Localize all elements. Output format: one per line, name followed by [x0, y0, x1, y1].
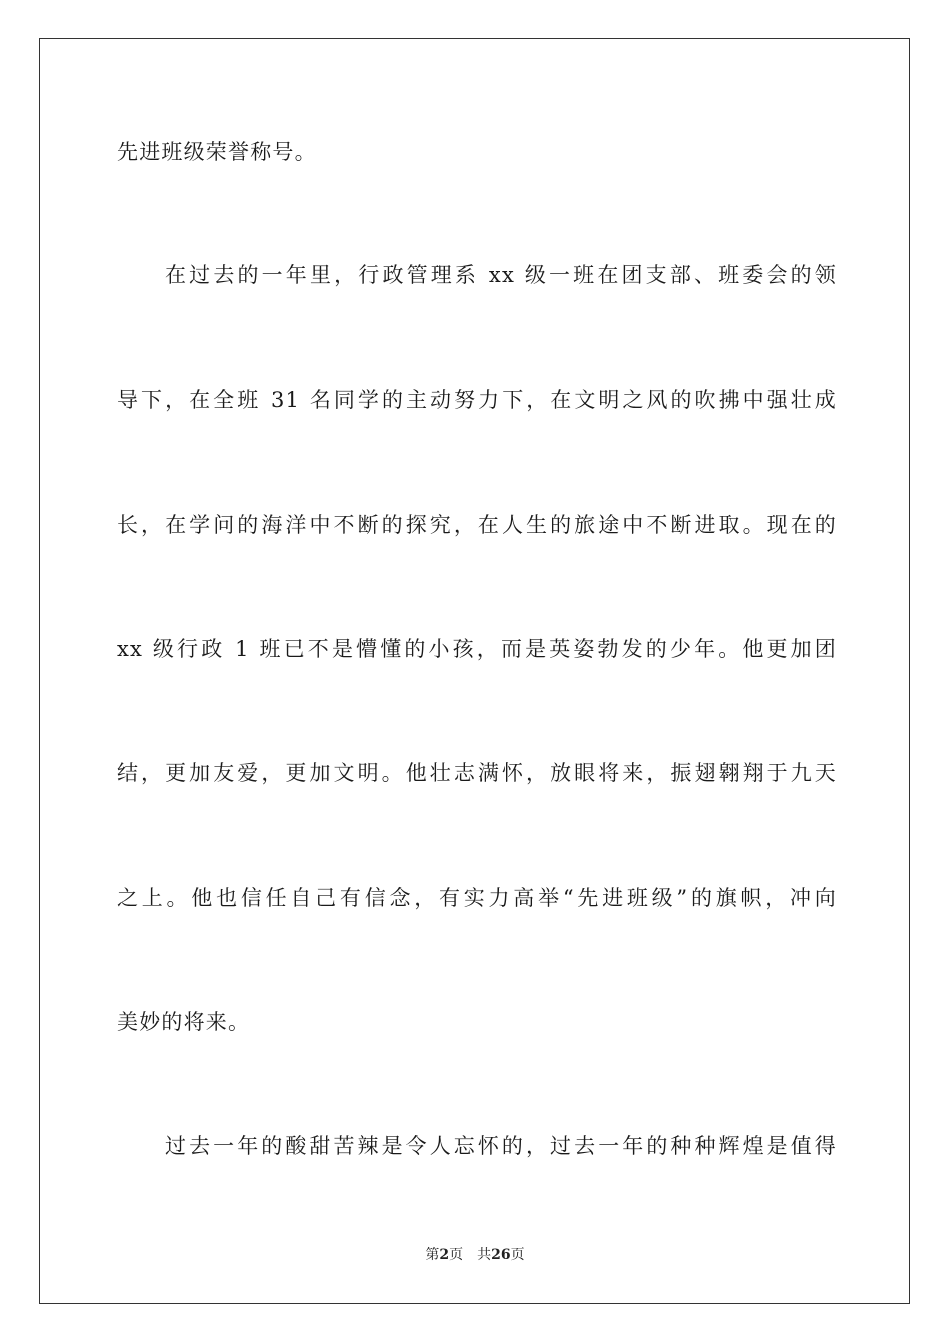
- text-line-4: 长，在学问的海洋中不断的探究，在人生的旅途中不断进取。现在的: [117, 513, 837, 537]
- text-line-3: 导下，在全班 31 名同学的主动努力下，在文明之风的吹拂中强壮成: [117, 388, 837, 412]
- text-line-2: 在过去的一年里，行政管理系 xx 级一班在团支部、班委会的领: [165, 263, 837, 287]
- page-footer: [0, 1246, 950, 1264]
- text-line-7: 之上。他也信任自己有信念，有实力高举“先进班级”的旗帜，冲向: [117, 886, 837, 910]
- page-number: 2: [439, 1247, 450, 1263]
- total-prefix: 共: [477, 1247, 492, 1263]
- text-line-6: 结，更加友爱，更加文明。他壮志满怀，放眼将来，振翅翱翔于九天: [117, 761, 837, 785]
- text-line-8: 美妙的将来。: [117, 1010, 251, 1034]
- total-suffix: 页: [510, 1247, 525, 1263]
- page-prefix: 第: [425, 1247, 440, 1263]
- text-line-5: xx 级行政 1 班已不是懵懂的小孩，而是英姿勃发的少年。他更加团: [117, 637, 837, 661]
- page-suffix: 页: [449, 1247, 464, 1263]
- page-border: [39, 38, 910, 1304]
- text-line-9: 过去一年的酸甜苦辣是令人忘怀的，过去一年的种种辉煌是值得: [165, 1134, 837, 1158]
- total-pages: 26: [491, 1247, 511, 1263]
- text-line-1: 先进班级荣誉称号。: [117, 140, 317, 164]
